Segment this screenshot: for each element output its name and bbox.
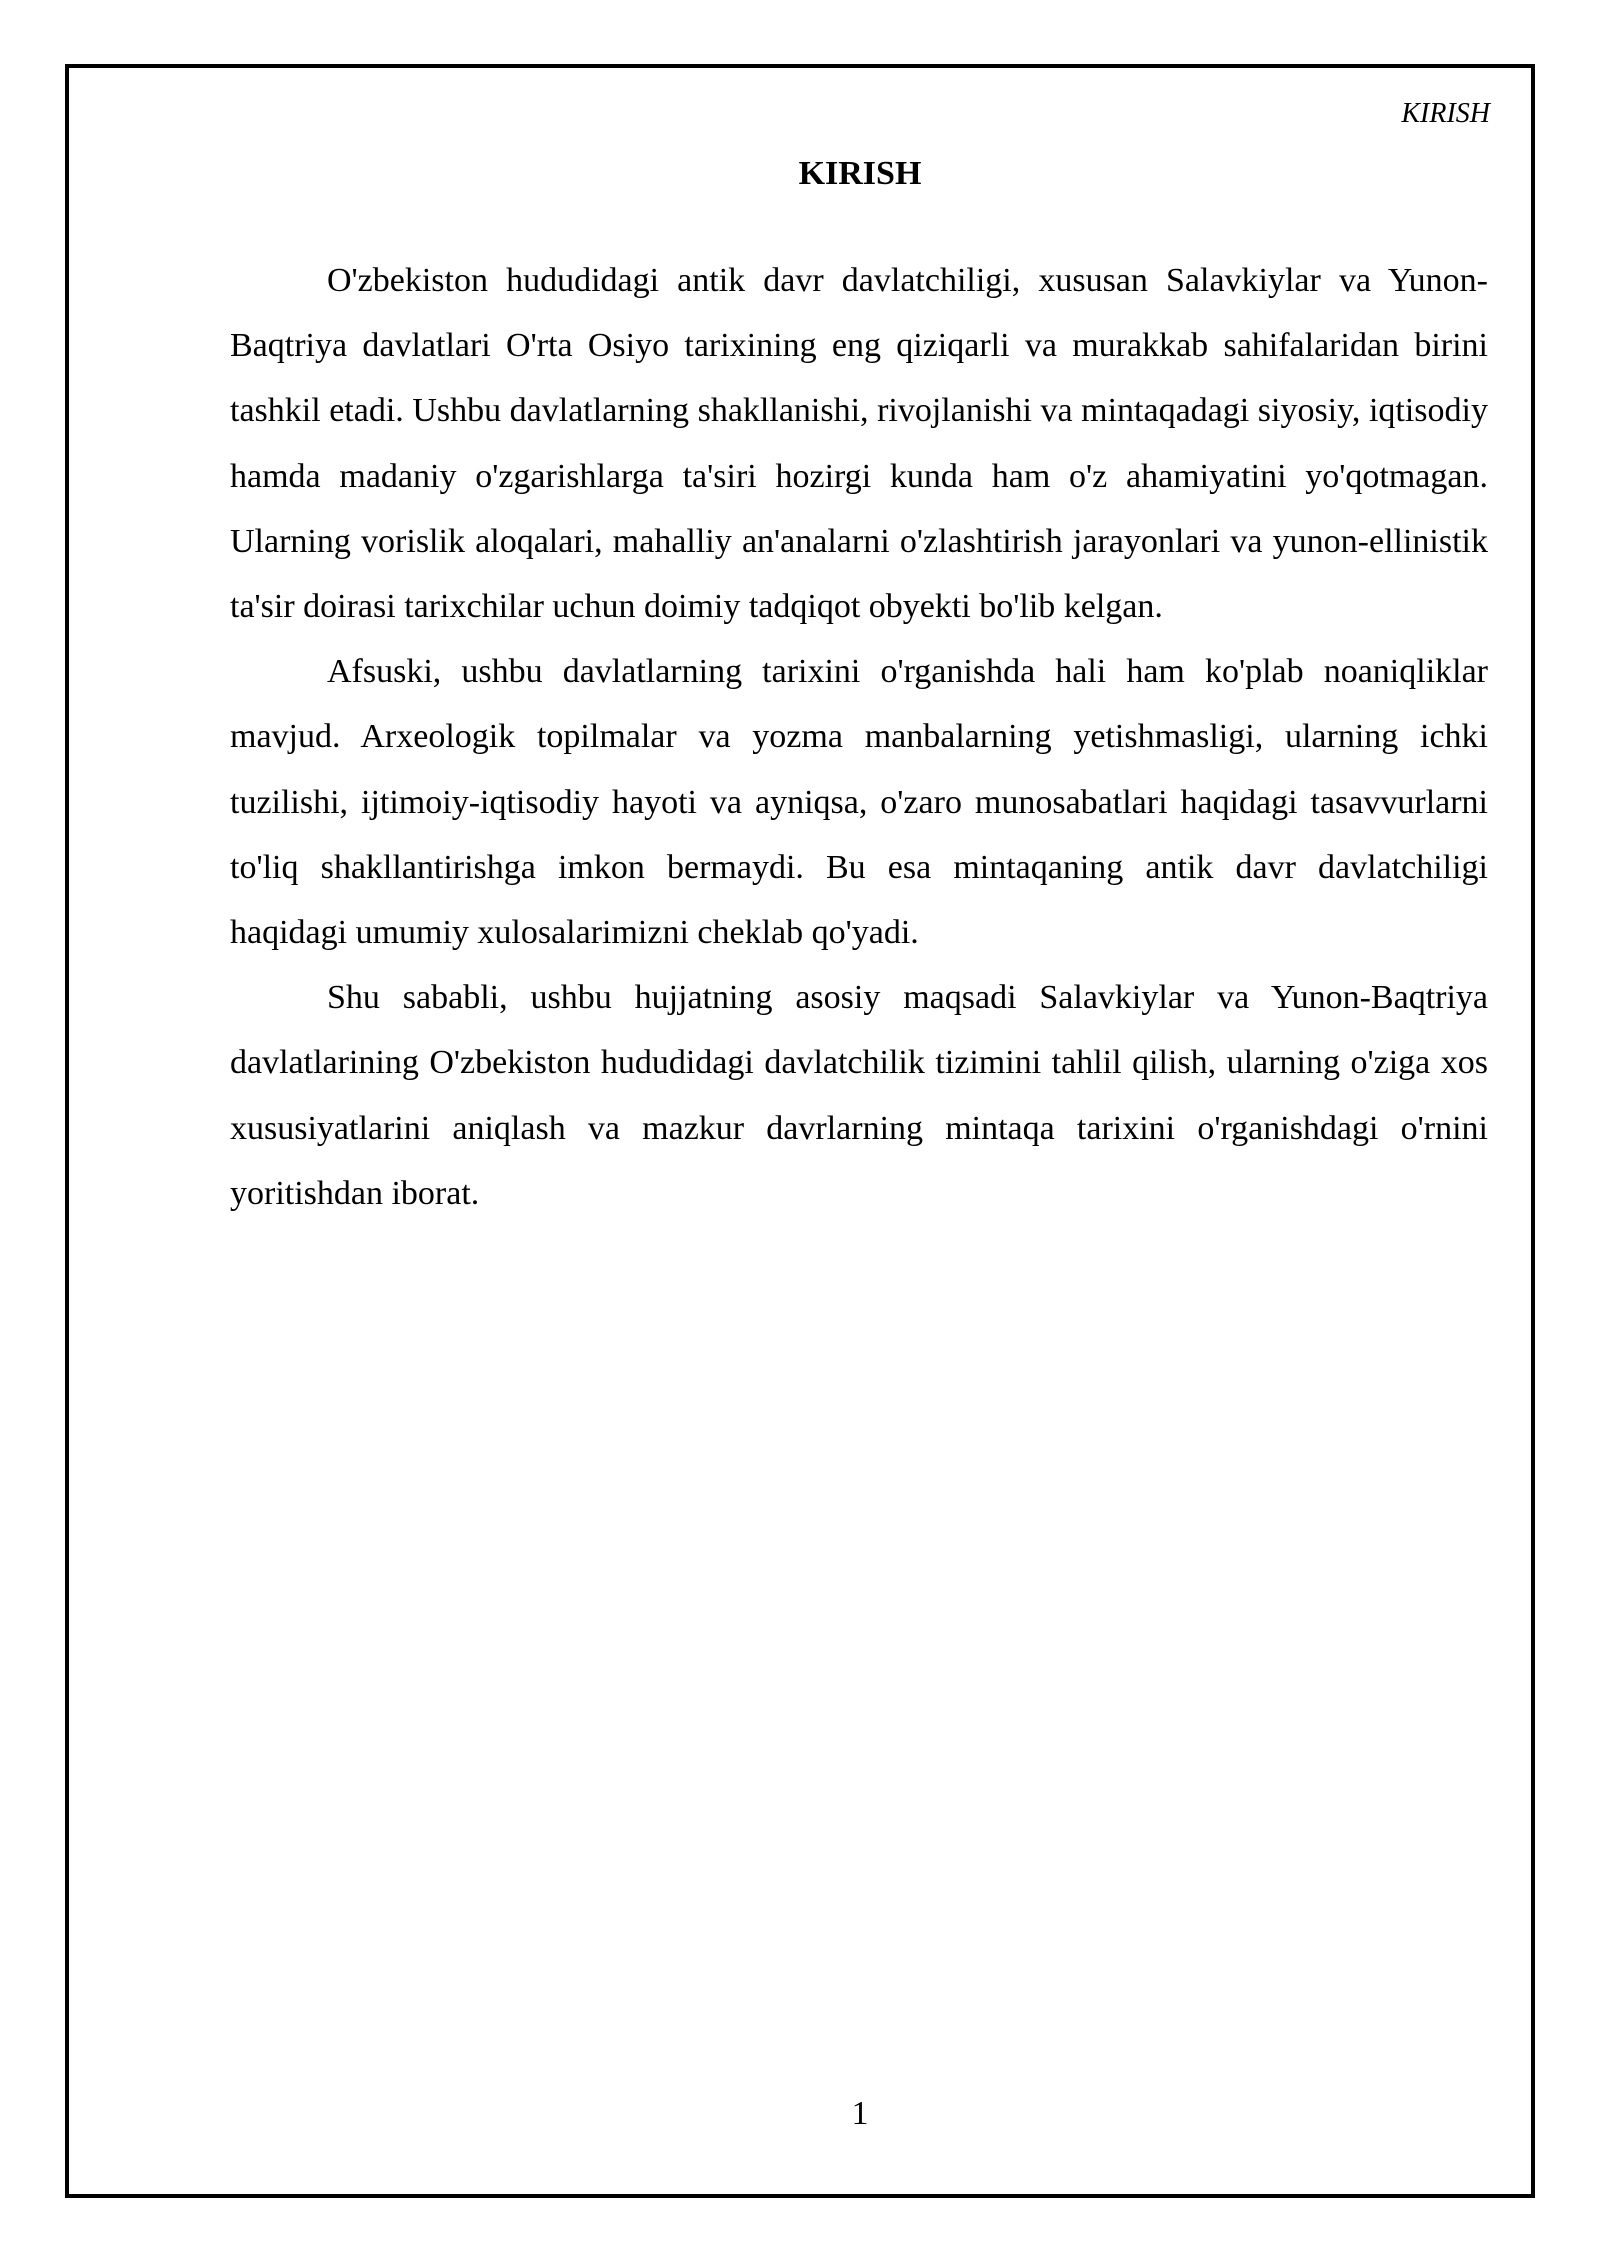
paragraph-3: Shu sababli, ushbu hujjatning asosiy maqsadi Salavkiylar va Yunon-Baqtriya davlatlarining O'zbekiston hududidagi davlatchilik tizimini tahlil qilish, ularning o'ziga xos xususiyatlarini aniqlash va mazkur davrlarning mintaqa tarixini o'rganishdagi o'rnini yoritishdan iborat. <box>230 979 1488 1212</box>
document-title: KIRISH <box>798 155 922 192</box>
paragraph-2: Afsuski, ushbu davlatlarning tarixini o'rganishda hali ham ko'plab noaniqliklar mavjud. Arxeologik topilmalar va yozma manbalarning yetishmasligi, ularning ichki tuzilishi, ijtimoiy-iqtisodiy hayoti va ayniqsa, o'zaro munosabatlari haqidagi tasavvurlarni to'liq shakllantirishga imkon bermaydi. Bu esa mintaqaning antik davr davlatchiligi haqidagi umumiy xulosalarimizni cheklab qo'yadi. <box>230 653 1488 952</box>
paragraph-1: O'zbekiston hududidagi antik davr davlatchiligi, xususan Salavkiylar va Yunon-Baqtriya davlatlari O'rta Osiyo tarixining eng qiziqarli va murakkab sahifalaridan birini tashkil etadi. Ushbu davlatlarning shakllanishi, rivojlanishi va mintaqadagi siyosiy, iqtisodiy hamda madaniy o'zgarishlarga ta'siri hozirgi kunda ham o'z ahamiyatini yo'qotmagan. Ularning vorislik aloqalari, mahalliy an'analarni o'zlashtirish jarayonlari va yunon-ellinistik ta'sir doirasi tarixchilar uchun doimiy tadqiqot obyekti bo'lib kelgan. <box>230 262 1488 626</box>
document-body <box>230 248 1488 1226</box>
page-number: 1 <box>851 2095 869 2132</box>
running-header: KIRISH <box>1401 98 1490 129</box>
